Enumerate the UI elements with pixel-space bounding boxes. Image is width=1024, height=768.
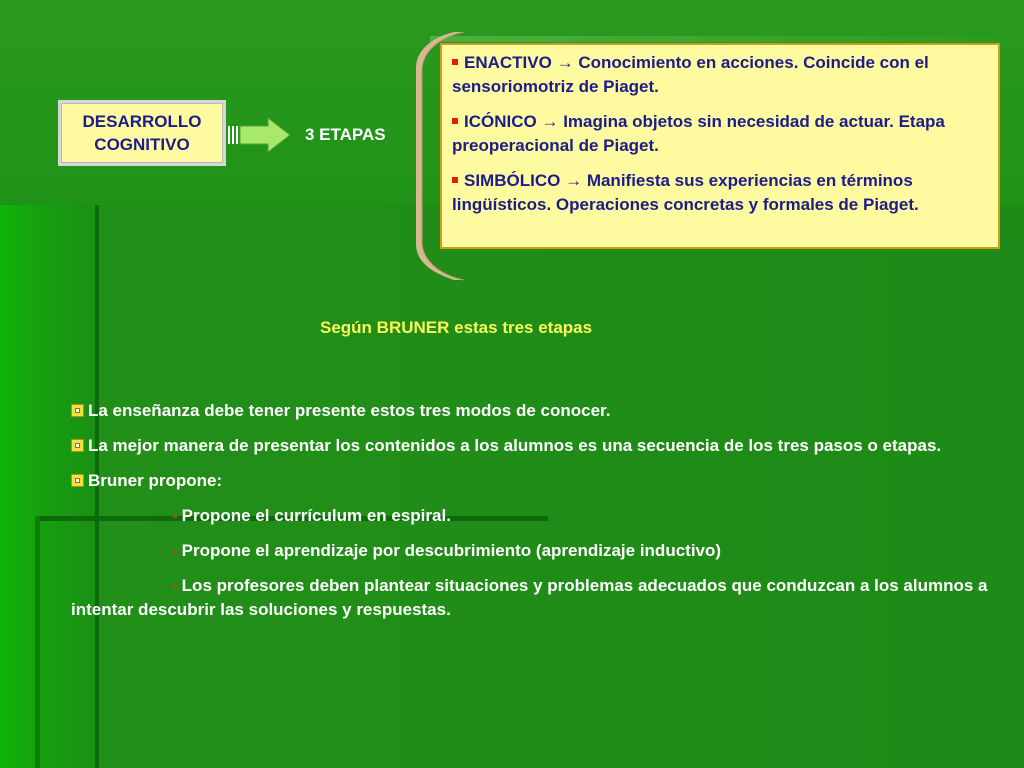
sub-point-text: Propone el aprendizaje por descubrimiento (aprendizaje inductivo)	[181, 541, 722, 560]
list-item	[71, 469, 1001, 493]
sub-list-item	[71, 574, 1001, 622]
list-item	[71, 399, 1001, 423]
stage-item	[452, 51, 988, 99]
stage-name: ENACTIVO	[464, 53, 552, 72]
stage-name: ICÓNICO	[464, 112, 537, 131]
striped-right-arrow-icon	[228, 117, 292, 158]
stage-item	[452, 169, 988, 217]
bruner-heading: Según BRUNER estas tres etapas	[320, 318, 593, 337]
red-square-bullet-icon	[452, 59, 458, 65]
sub-point-text: Propone el currículum en espiral.	[181, 506, 451, 525]
square-bullet-icon	[71, 404, 84, 417]
stage-description: Conocimiento en acciones. Coincide con el sensoriomotriz de Piaget.	[452, 53, 929, 96]
sub-list-item	[71, 539, 1001, 563]
point-text: Bruner propone:	[88, 471, 223, 490]
desarrollo-cognitivo-label	[61, 103, 223, 163]
right-arrow-icon: →	[541, 112, 559, 131]
concept-line-2: COGNITIVO	[94, 135, 190, 154]
concept-line-1: DESARROLLO	[82, 112, 202, 131]
point-text: La mejor manera de presentar los contenidos a los alumnos es una secuencia de los tres pasos o etapas.	[88, 436, 942, 455]
red-square-bullet-icon	[452, 118, 458, 124]
bruner-points-list	[71, 399, 1001, 633]
desarrollo-cognitivo-box	[58, 100, 226, 166]
background-lower-stripe	[35, 516, 40, 768]
stage-description: Manifiesta sus experiencias en términos lingüísticos. Operaciones concretas y formales de Piaget.	[452, 171, 919, 214]
list-item	[71, 434, 1001, 458]
stage-name: SIMBÓLICO	[464, 171, 561, 190]
dash-bullet: -	[172, 541, 178, 560]
right-arrow-icon: →	[565, 171, 583, 190]
dash-bullet: -	[172, 506, 178, 525]
etapas-label: 3 ETAPAS	[305, 125, 386, 144]
background-top-stripe	[430, 36, 1005, 42]
stage-item	[452, 110, 988, 158]
stage-description: Imagina objetos sin necesidad de actuar. Etapa preoperacional de Piaget.	[452, 112, 945, 155]
point-text: La enseñanza debe tener presente estos tres modos de conocer.	[88, 401, 611, 420]
square-bullet-icon	[71, 439, 84, 452]
right-arrow-icon: →	[556, 53, 574, 72]
dash-bullet: -	[172, 576, 178, 595]
sub-point-text: Los profesores deben plantear situaciones y problemas adecuados que conduzcan a los alumnos a intentar descubrir las soluciones y respuestas.	[71, 576, 988, 619]
square-bullet-icon	[71, 474, 84, 487]
stages-box	[440, 43, 1000, 249]
sub-list-item	[71, 504, 1001, 528]
red-square-bullet-icon	[452, 177, 458, 183]
